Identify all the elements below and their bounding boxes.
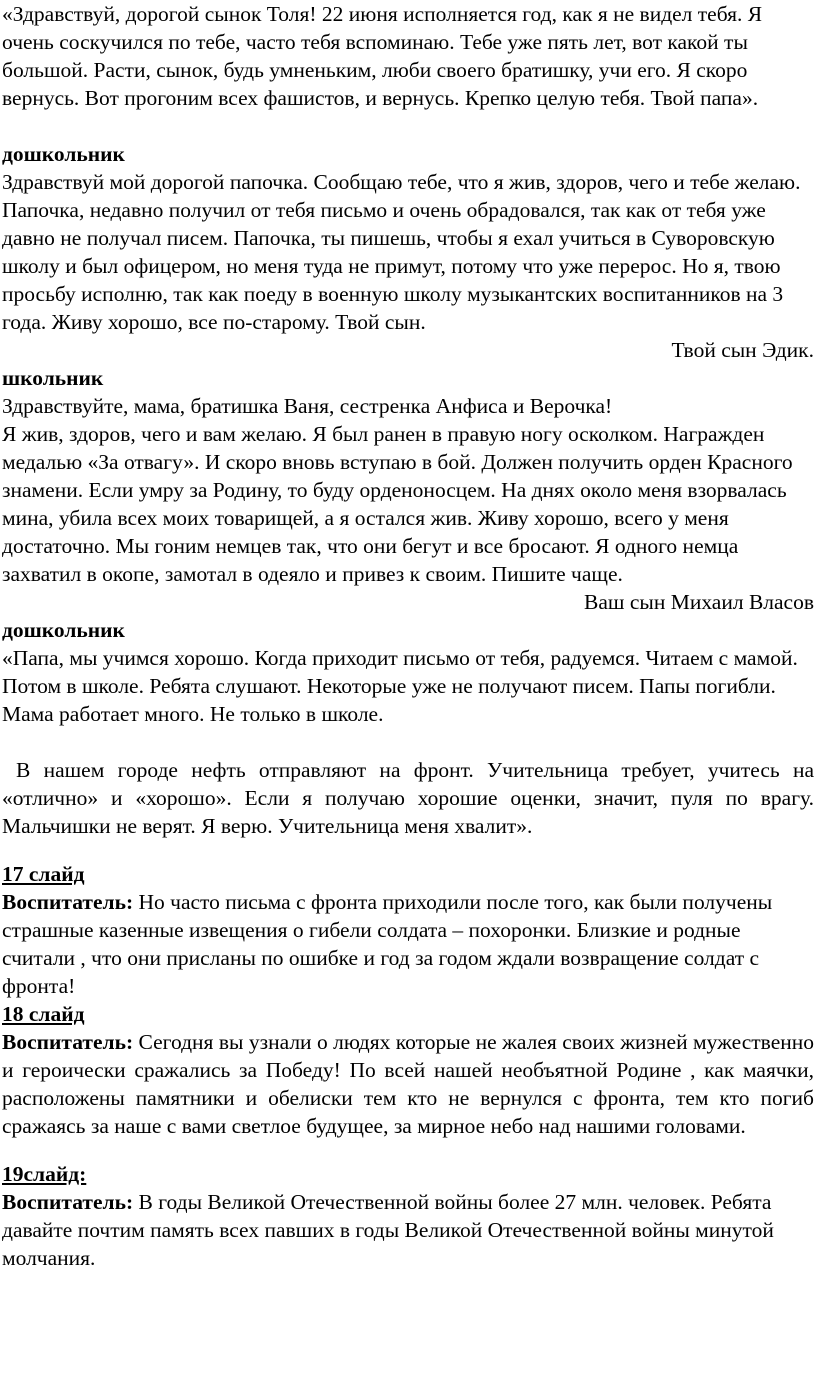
spacer [2, 112, 814, 140]
spacer [2, 1140, 814, 1160]
role-label-schoolboy: школьник [2, 366, 104, 390]
slide-18-heading: 18 слайд [2, 1002, 85, 1026]
spacer [2, 840, 814, 860]
slide-17-heading: 17 слайд [2, 862, 85, 886]
letter-child-part2: В нашем городе нефть отправляют на фронт. Учительница требует, учитесь на «отлично» и «хорошо». Если я получаю хорошие оценки, значит, пуля по врагу. Мальчишки не верят. Я верю. Учительница меня хвалит». [2, 758, 814, 838]
letter-mikhail-greeting: Здравствуйте, мама, братишка Ваня, сестренка Анфиса и Верочка! [2, 394, 613, 418]
slide-19-heading: 19слайд: [2, 1162, 87, 1186]
speaker-label: Воспитатель: [2, 890, 134, 914]
speaker-label: Воспитатель: [2, 1030, 134, 1054]
letter-mikhail-body: Я жив, здоров, чего и вам желаю. Я был ранен в правую ногу осколком. Награжден медалью «За отвагу». И скоро вновь вступаю в бой. Должен получить орден Красного знамени. Если умру за Родину, то буду орденоносцем. На днях около меня взорвалась мина, убила всех моих товарищей, а я остался жив. Живу хорошо, всего у меня достаточно. Мы гоним немцев так, что они бегут и все бросают. Я одного немца захватил в окопе, замотал в одеяло и привез к своим. Пишите чаще. [2, 422, 793, 586]
signature-mikhail: Ваш сын Михаил Власов [584, 590, 814, 614]
role-label-preschooler: дошкольник [2, 142, 125, 166]
speaker-label: Воспитатель: [2, 1190, 134, 1214]
letter-edik: Здравствуй мой дорогой папочка. Сообщаю тебе, что я жив, здоров, чего и тебе желаю. Папочка, недавно получил от тебя письмо и очень обрадовался, так как от тебя уже давно не получал писем. Папочка, ты пишешь, чтобы я ехал учиться в Суворовскую школу и был офицером, но меня туда не примут, потому что уже перерос. Но я, твою просьбу исполню, так как поеду в военную школу музыкантских воспитанников на 3 года. Живу хорошо, все по-старому. Твой сын. [2, 170, 801, 334]
slide-17-text: Но часто письма с фронта приходили после того, как были получены страшные казенные извещения о гибели солдата – похоронки. Близкие и родные считали , что они присланы по ошибке и год за годом ждали возвращение солдат с фронта! [2, 890, 773, 998]
letter-child-part1: «Папа, мы учимся хорошо. Когда приходит письмо от тебя, радуемся. Читаем с мамой. Потом в школе. Ребята слушают. Некоторые уже не получают писем. Папы погибли. Мама работает много. Не только в школе. [2, 646, 798, 726]
slide-19-text: В годы Великой Отечественной войны более 27 млн. человек. Ребята давайте почтим память всех павших в годы Великой Отечественной войны минутой молчания. [2, 1190, 774, 1270]
slide-18-text: Сегодня вы узнали о людях которые не жалея своих жизней мужественно и героически сражались за Победу! По всей нашей необъятной Родине , как маячки, расположены памятники и обелиски тем кто не вернулся с фронта, тем кто погиб сражаясь за наше с вами светлое будущее, за мирное небо над нашими головами. [2, 1030, 814, 1138]
spacer [2, 728, 814, 756]
signature-edik: Твой сын Эдик. [671, 338, 814, 362]
role-label-preschooler-2: дошкольник [2, 618, 125, 642]
letter-father: «Здравствуй, дорогой сынок Толя! 22 июня исполняется год, как я не видел тебя. Я очень соскучился по тебе, часто тебя вспоминаю. Тебе уже пять лет, вот какой ты большой. Расти, сынок, будь умненьким, люби своего братишку, учи его. Я скоро вернусь. Вот прогоним всех фашистов, и вернусь. Крепко целую тебя. Твой папа». [2, 2, 763, 110]
slide-19-paragraph [2, 1188, 814, 1272]
slide-17-paragraph [2, 888, 814, 1000]
slide-18-paragraph [2, 1028, 814, 1140]
